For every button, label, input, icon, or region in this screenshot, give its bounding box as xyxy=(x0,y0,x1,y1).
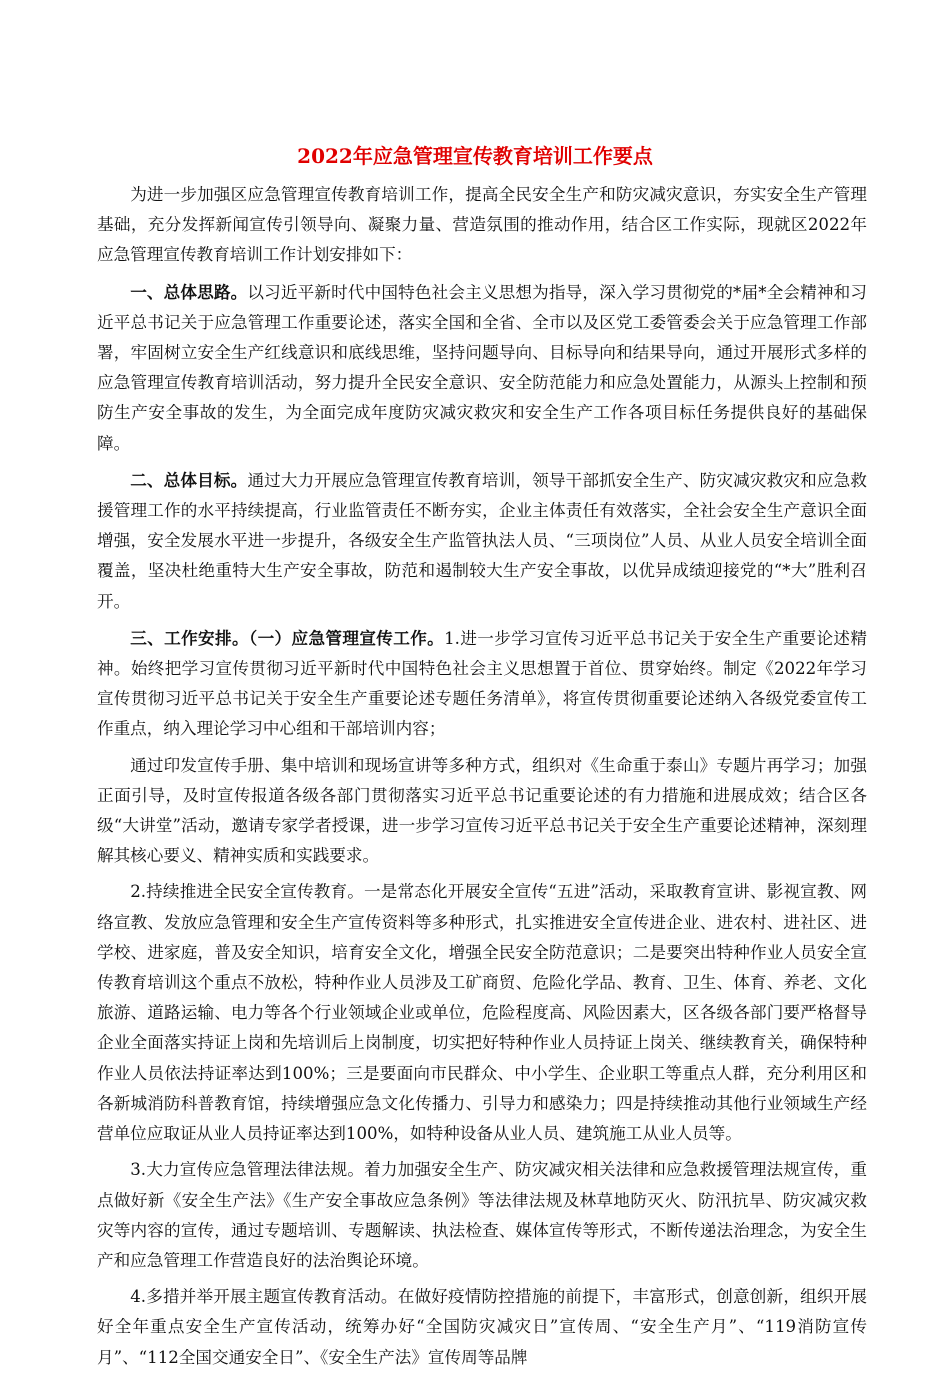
intro-paragraph: 为进一步加强区应急管理宣传教育培训工作，提高全民安全生产和防灾减灾意识，夯实安全生产管理基础，充分发挥新闻宣传引领导向、凝聚力量、营造氛围的推动作用，结合区工作实际，现就区2022年应急管理宣传教育培训工作计划安排如下： xyxy=(97,185,867,265)
section-overall-approach xyxy=(97,277,867,459)
body-paragraph: 2.持续推进全民安全宣传教育。一是常态化开展安全宣传“五进”活动，采取教育宣讲、影视宣教、网络宣教、发放应急管理和安全生产宣传资料等多种形式，扎实推进安全宣传进企业、进农村、进社区、进学校、进家庭，普及安全知识，培育安全文化，增强全民安全防范意识；二是要突出特种作业人员安全宣传教育培训这个重点不放松，特种作业人员涉及工矿商贸、危险化学品、教育、卫生、体育、养老、文化旅游、道路运输、电力等各个行业领域企业或单位，危险程度高、风险因素大，区各级各部门要严格督导企业全面落实持证上岗和先培训后上岗制度，切实把好特种作业人员持证上岗关、继续教育关，确保特种作业人员依法持证率达到100%；三是要面向市民群众、中小学生、企业职工等重点人群，充分利用区和各新城消防科普教育馆，持续增强应急文化传播力、引导力和感染力；四是持续推动其他行业领域生产经营单位应取证从业人员持证率达到100%，如特种设备从业人员、建筑施工从业人员等。 xyxy=(97,882,867,1144)
section-heading: 三、工作安排。（一）应急管理宣传工作。 xyxy=(130,627,445,648)
body-paragraph: 4.多措并举开展主题宣传教育活动。在做好疫情防控措施的前提下，丰富形式，创意创新，组织开展好全年重点安全生产宣传活动，统筹办好“全国防灾减灾日”宣传周、“安全生产月”、“119消防宣传月”、“112全国交通安全日”、《安全生产法》宣传周等品牌 xyxy=(97,1287,867,1367)
document-body xyxy=(97,180,867,1379)
body-paragraph: 通过印发宣传手册、集中培训和现场宣讲等多种方式，组织对《生命重于泰山》专题片再学习；加强正面引导，及时宣传报道各级各部门贯彻落实习近平总书记重要论述的有力措施和进展成效；结合区各级“大讲堂”活动，邀请专家学者授课，进一步学习宣传习近平总书记关于安全生产重要论述精神，深刻理解其核心要义、精神实质和实践要求。 xyxy=(97,755,867,866)
section-heading: 一、总体思路。 xyxy=(130,281,248,302)
section-text: 通过大力开展应急管理宣传教育培训，领导干部抓安全生产、防灾减灾救灾和应急救援管理工作的水平持续提高，行业监管责任不断夯实，企业主体责任有效落实，全社会安全生产意识全面增强，安全发展水平进一步提升，各级安全生产监管执法人员、“三项岗位”人员、从业人员安全培训全面覆盖，坚决杜绝重特大生产安全事故，防范和遏制较大生产安全事故，以优异成绩迎接党的“*大”胜利召开。 xyxy=(97,470,868,611)
section-work-arrangement xyxy=(97,623,867,745)
section-heading: 二、总体目标。 xyxy=(130,469,248,490)
section-text: 以习近平新时代中国特色社会主义思想为指导，深入学习贯彻党的*届*全会精神和习近平总书记关于应急管理工作重要论述，落实全国和全省、全市以及区党工委管委会关于应急管理工作部署，牢固树立安全生产红线意识和底线思维，坚持问题导向、目标导向和结果导向，通过开展形式多样的应急管理宣传教育培训活动，努力提升全民安全意识、安全防范能力和应急处置能力，从源头上控制和预防生产安全事故的发生，为全面完成年度防灾减灾救灾和安全生产工作各项目标任务提供良好的基础保障。 xyxy=(97,282,868,453)
body-paragraph: 3.大力宣传应急管理法律法规。着力加强安全生产、防灾减灾相关法律和应急救援管理法规宣传，重点做好新《安全生产法》《生产安全事故应急条例》等法律法规及林草地防灭火、防汛抗旱、防灾减灾救灾等内容的宣传，通过专题培训、专题解读、执法检查、媒体宣传等形式，不断传递法治理念，为安全生产和应急管理工作营造良好的法治舆论环境。 xyxy=(97,1160,867,1270)
document-title: 2022年应急管理宣传教育培训工作要点 xyxy=(297,144,653,168)
section-overall-goal xyxy=(97,465,867,617)
section-text: 1.进一步学习宣传习近平总书记关于安全生产重要论述精神。始终把学习宣传贯彻习近平新时代中国特色社会主义思想置于首位、贯穿始终。制定《2022年学习宣传贯彻习近平总书记关于安全生产重要论述专题任务清单》，将宣传贯彻重要论述纳入各级党委宣传工作重点，纳入理论学习中心组和干部培训内容； xyxy=(97,628,867,739)
